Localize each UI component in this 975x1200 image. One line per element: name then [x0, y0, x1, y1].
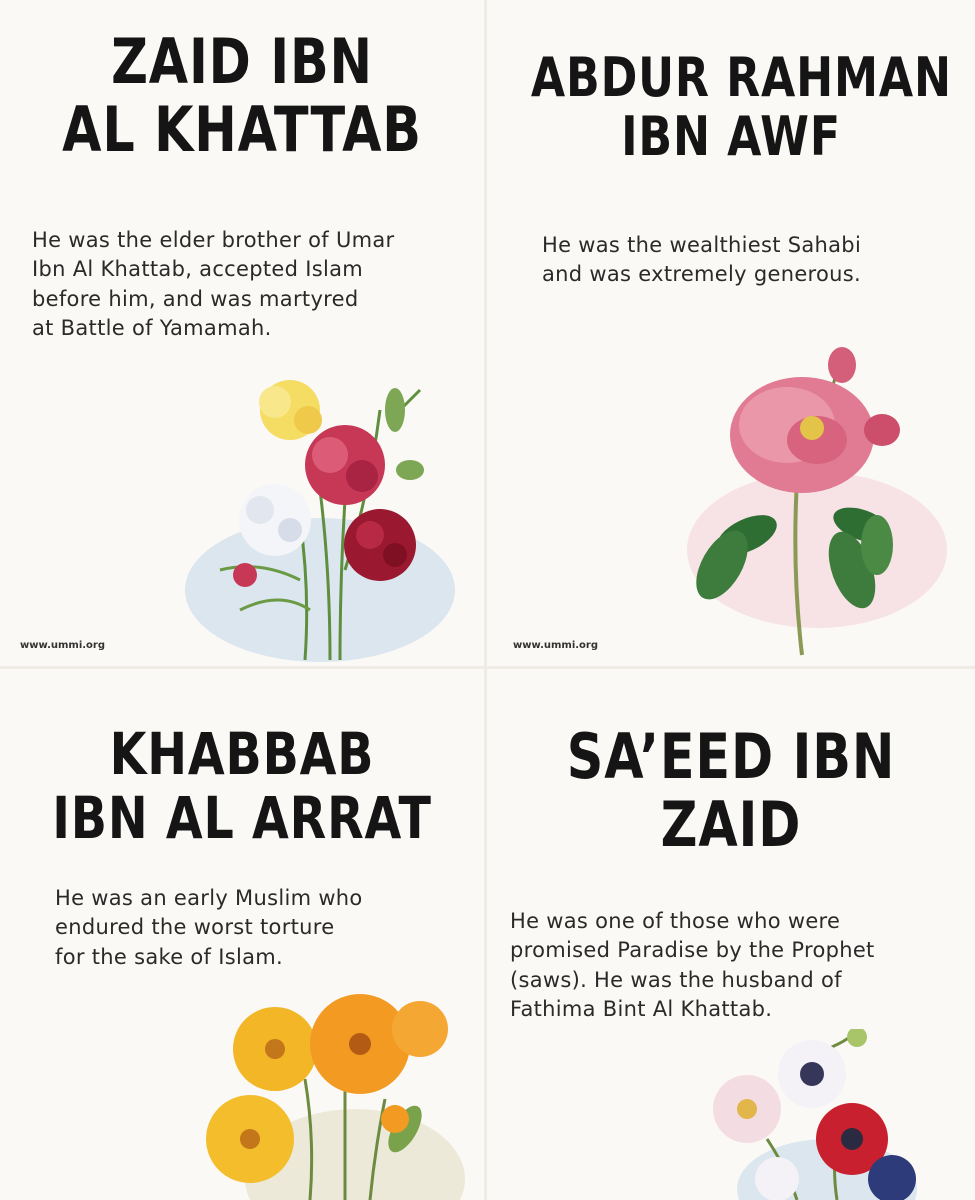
- orange-flowers-icon: [195, 989, 465, 1200]
- title-line: KHABBAB: [109, 720, 375, 788]
- description-line: before him, and was martyred: [32, 286, 359, 311]
- description-line: at Battle of Yamamah.: [32, 316, 272, 341]
- title-line: ZAID: [660, 788, 802, 862]
- card-saeed-ibn-zaid: [487, 669, 975, 1200]
- title-line: AL KHATTAB: [62, 93, 422, 167]
- card-title: [531, 720, 931, 862]
- card-title: [44, 25, 441, 167]
- description-line: for the sake of Islam.: [55, 944, 283, 969]
- title-line: ZAID IBN: [111, 25, 373, 98]
- title-line: IBN AWF: [621, 105, 841, 169]
- description-line: (saws). He was the husband of: [510, 967, 842, 992]
- card-description: [542, 231, 962, 290]
- description-line: endured the worst torture: [55, 915, 335, 940]
- card-description: [32, 226, 472, 344]
- website-label: www.ummi.org: [20, 640, 106, 651]
- card-description: [510, 907, 965, 1025]
- pink-rose-icon: [677, 340, 947, 660]
- carnation-bouquet-icon: [180, 370, 480, 666]
- title-line: IBN AL ARRAT: [52, 783, 432, 852]
- card-abdur-rahman-ibn-awf: [487, 0, 975, 666]
- anemone-flowers-icon: [707, 1029, 947, 1200]
- description-line: promised Paradise by the Prophet: [510, 938, 875, 963]
- description-line: Ibn Al Khattab, accepted Islam: [32, 257, 364, 282]
- card-khabbab-ibn-al-arrat: [0, 669, 484, 1200]
- description-line: and was extremely generous.: [542, 262, 861, 287]
- title-line: SA’EED IBN: [566, 720, 896, 793]
- description-line: He was the elder brother of Umar: [32, 228, 395, 252]
- card-description: [55, 884, 475, 972]
- description-line: Fathima Bint Al Khattab.: [510, 997, 773, 1022]
- description-line: He was an early Muslim who: [55, 886, 363, 910]
- card-zaid-ibn-al-khattab: [0, 0, 484, 666]
- card-title: [530, 46, 952, 169]
- website-label: www.ummi.org: [513, 640, 599, 651]
- description-line: He was one of those who were: [510, 909, 841, 933]
- title-line: ABDUR RAHMAN: [530, 46, 952, 109]
- card-title: [44, 720, 441, 852]
- description-line: He was the wealthiest Sahabi: [542, 233, 862, 257]
